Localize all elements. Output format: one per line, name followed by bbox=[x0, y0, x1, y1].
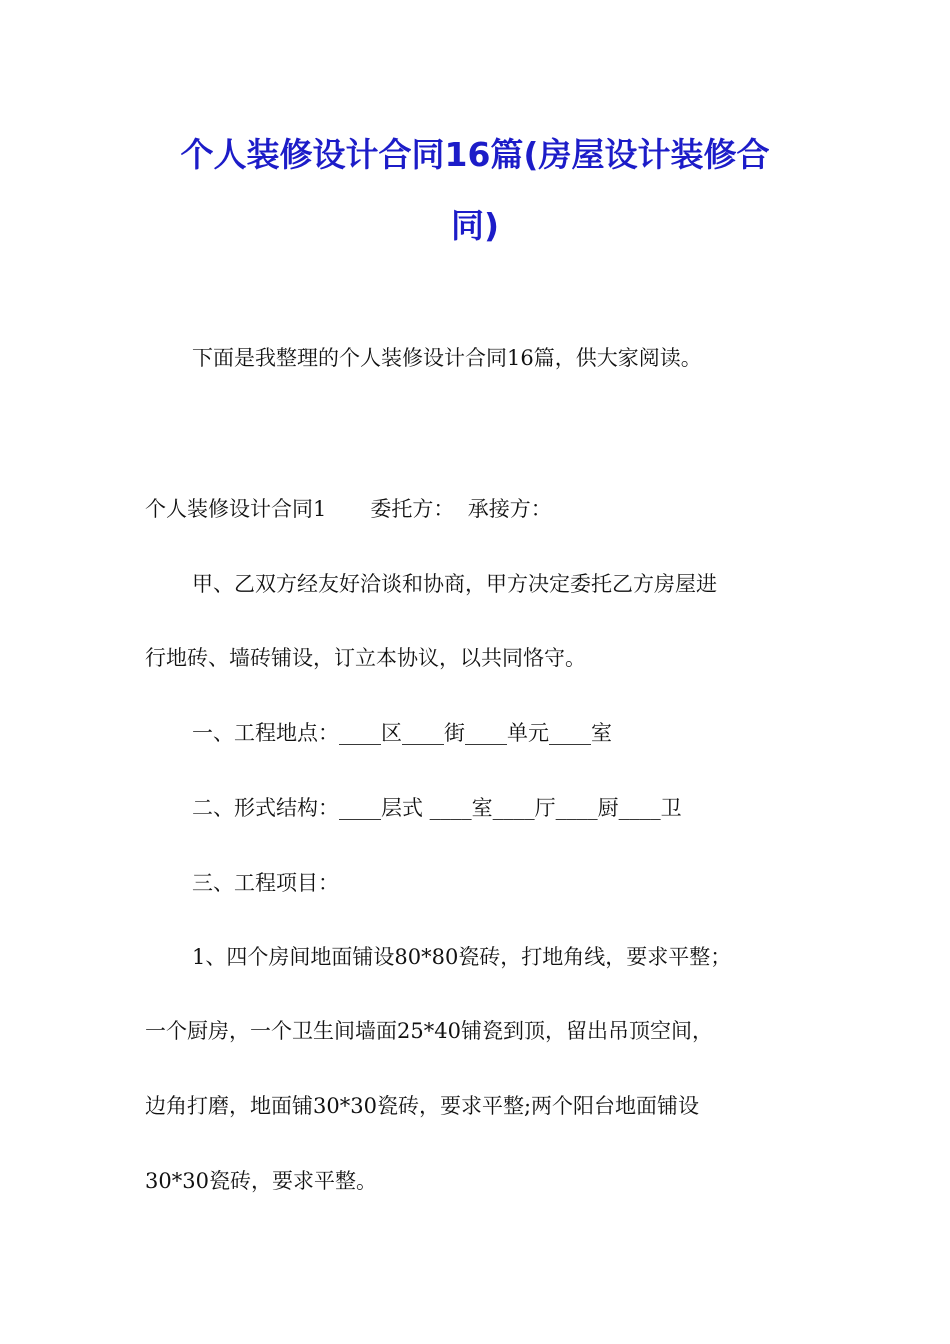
sub-item-1-line-1: 1、四个房间地面铺设80*80瓷砖，打地角线，要求平整； bbox=[192, 945, 732, 969]
sub-item-1-line-2: 一个厨房，一个卫生间墙面25*40铺瓷到顶，留出吊顶空间， bbox=[145, 1019, 713, 1043]
intro-paragraph: 下面是我整理的个人装修设计合同16篇，供大家阅读。 bbox=[192, 346, 702, 370]
contract-1-parties: 委托方： 承接方： bbox=[370, 497, 552, 521]
contract-1-heading: 个人装修设计合同1 bbox=[145, 497, 327, 521]
item-2-structure: 二、形式结构：____层式 ____室____厅____厨____卫 bbox=[192, 796, 682, 820]
document-title-line-2: 同) bbox=[450, 206, 500, 245]
document-title-line-1: 个人装修设计合同16篇(房屋设计装修合 bbox=[180, 135, 770, 174]
paragraph-1-line-1: 甲、乙双方经友好洽谈和协商，甲方决定委托乙方房屋进 bbox=[192, 572, 717, 596]
contract-1-header bbox=[145, 497, 552, 521]
item-1-location: 一、工程地点：____区____街____单元____室 bbox=[192, 721, 612, 745]
paragraph-1-line-2: 行地砖、墙砖铺设，订立本协议，以共同恪守。 bbox=[145, 646, 586, 670]
sub-item-1-line-4: 30*30瓷砖，要求平整。 bbox=[145, 1169, 377, 1193]
item-3-projects: 三、工程项目： bbox=[192, 871, 339, 895]
sub-item-1-line-3: 边角打磨，地面铺30*30瓷砖，要求平整;两个阳台地面铺设 bbox=[145, 1094, 700, 1118]
